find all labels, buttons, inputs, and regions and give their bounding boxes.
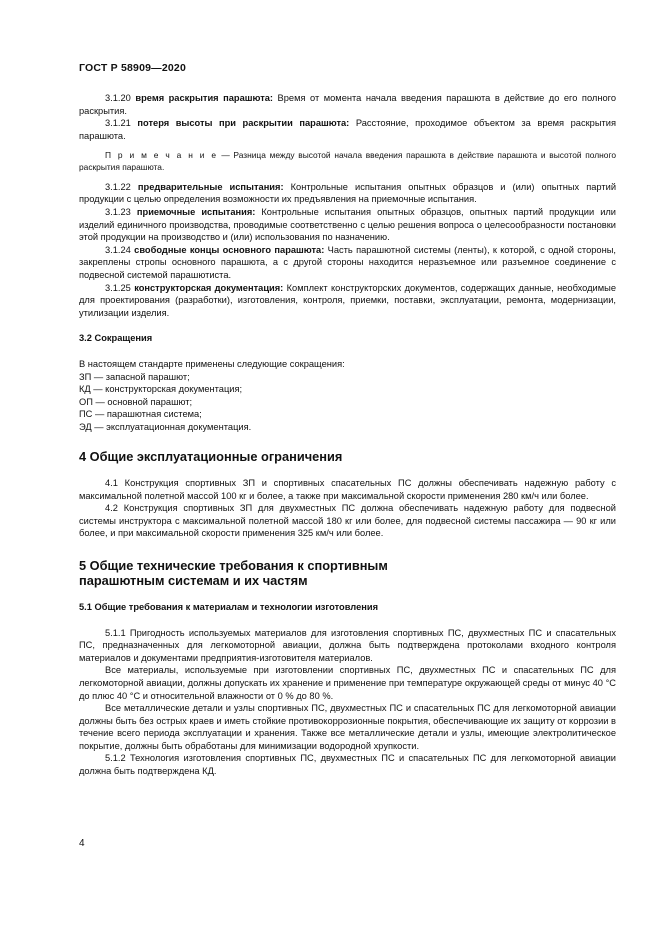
document-header: ГОСТ Р 58909—2020: [79, 62, 187, 74]
section-5-heading: [79, 558, 616, 589]
definition-3-1-20: [79, 92, 616, 117]
term: свободные концы основного парашюта:: [134, 244, 325, 255]
clause-number: 3.1.23: [105, 206, 131, 217]
section-5-heading-line-2: парашютным системам и их частям: [79, 573, 308, 589]
page-number: 4: [79, 838, 85, 849]
term: потеря высоты при раскрытии парашюта:: [137, 118, 350, 129]
clause-number: 3.1.22: [105, 181, 131, 192]
term: предварительные испытания:: [137, 181, 284, 192]
note: [79, 150, 616, 172]
definition-text: Часть парашютной системы (ленты), к которой, с одной стороны, закреплены стропы основного парашюта, а с другой стороны находится неразъемное или разъемное соединение с подвесной системой парашютиста.: [79, 244, 616, 280]
term: приемочные испытания:: [136, 206, 256, 217]
paragraph-5-1-2: 5.1.2 Технология изготовления спортивных ПС, двухместных ПС и спасательных ПС для легкомоторной авиации должна быть подтверждена КД.: [79, 753, 616, 777]
paragraph-metal-parts: Все металлические детали и узлы спортивных ПС, двухместных ПС и спасательных ПС для легкомоторной авиации должны быть без острых краев и иметь стойкие противокоррозионные покрытия, обеспечивающие их защиту от коррозии в течение всего периода эксплуатации и хранения. Также все металлические детали и узлы, имеющие электролитическое покрытие, должны быть обработаны для минимизации водородной хрупкости.: [79, 703, 616, 751]
definition-text: Контрольные испытания опытных образцов, опытных партий продукции или изделий единичного производства, проводимые соответственно с целью решения вопроса о целесообразности постановки этой продукции на производство и (или) использования по назначению.: [79, 206, 617, 243]
definition-3-1-24: [79, 244, 616, 282]
clause-number: 3.1.25: [105, 282, 131, 293]
term: время раскрытия парашюта:: [135, 93, 274, 103]
definition-3-1-23: [79, 206, 616, 244]
abbreviations-intro: В настоящем стандарте применены следующие сокращения:: [79, 358, 345, 369]
abbreviations-list: [79, 358, 616, 434]
section-4-heading: 4 Общие эксплуатационные ограничения: [79, 449, 343, 465]
definition-3-1-25: [79, 282, 616, 320]
paragraph-4-1: 4.1 Конструкция спортивных ЗП и спортивных спасательных ПС должны обеспечивать надежную работу с максимальной полетной массой 100 кг и более, а также при максимальной скорости применения 280 км/ч или более.: [79, 477, 616, 501]
clause-number: 3.1.21: [105, 118, 131, 129]
list-item: ОП — основной парашют;: [79, 396, 193, 407]
clause-number: 3.1.24: [105, 244, 131, 255]
note-label: П р и м е ч а н и е: [105, 150, 218, 161]
clause-number: 3.1.20: [105, 93, 131, 103]
list-item: ПС — парашютная система;: [79, 409, 202, 420]
definition-text: Расстояние, проходимое объектом за время раскрытия парашюта.: [79, 118, 617, 141]
list-item: ЭД — эксплуатационная документация.: [79, 421, 252, 432]
paragraph-4-2: 4.2 Конструкция спортивных ЗП для двухместных ПС должна обеспечивать надежную работу для подвесной системы инструктора с максимальной полетной массой 180 кг или более, для подвесной системы пассажира — 90 кг или более, и при максимальной скорости применения 325 км/ч или более.: [79, 503, 616, 539]
section-5-1-heading: 5.1 Общие требования к материалам и технологии изготовления: [79, 601, 379, 612]
list-item: ЗП — запасной парашют;: [79, 371, 190, 382]
list-item: КД — конструкторская документация;: [79, 384, 243, 395]
paragraph-materials: Все материалы, используемые при изготовлении спортивных ПС, двухместных ПС и спасательных ПС для легкомоторной авиации, должны допускать их хранение и применение при температуре окружающей среды от минус 40 °С до плюс 40 °С и относительной влажности от 0 % до 80 %.: [79, 665, 616, 701]
page-content: [79, 92, 616, 778]
definition-text: Комплект конструкторских документов, содержащих данные, необходимые для проектирования (разработки), изготовления, контроля, приемки, поставки, эксплуатации, ремонта, модернизации, утилизации изделия.: [79, 282, 616, 318]
section-3-2-heading: 3.2 Сокращения: [79, 333, 153, 344]
term: конструкторская документация:: [134, 282, 284, 293]
definition-3-1-21: [79, 117, 616, 142]
definition-text: Контрольные испытания опытных образцов и (или) опытных партий продукции с целью определения возможности их предъявления на приемочные испытания.: [79, 181, 617, 205]
definition-3-1-22: [79, 181, 616, 206]
section-5-heading-line-1: 5 Общие технические требования к спортивным: [79, 557, 388, 573]
definition-text: Время от момента начала введения парашюта в действие до его полного раскрытия.: [79, 93, 616, 116]
paragraph-5-1-1: 5.1.1 Пригодность используемых материалов для изготовления спортивных ПС, двухместных ПС и спасательных ПС, предназначенных для легкомоторной авиации, должна быть подтверждена протоколами входного контроля материалов и документами предприятия-изготовителя материалов.: [79, 627, 616, 663]
note-text: — Разница между высотой начала введения парашюта в действие парашюта и высотой полного раскрытия парашюта.: [79, 150, 616, 172]
